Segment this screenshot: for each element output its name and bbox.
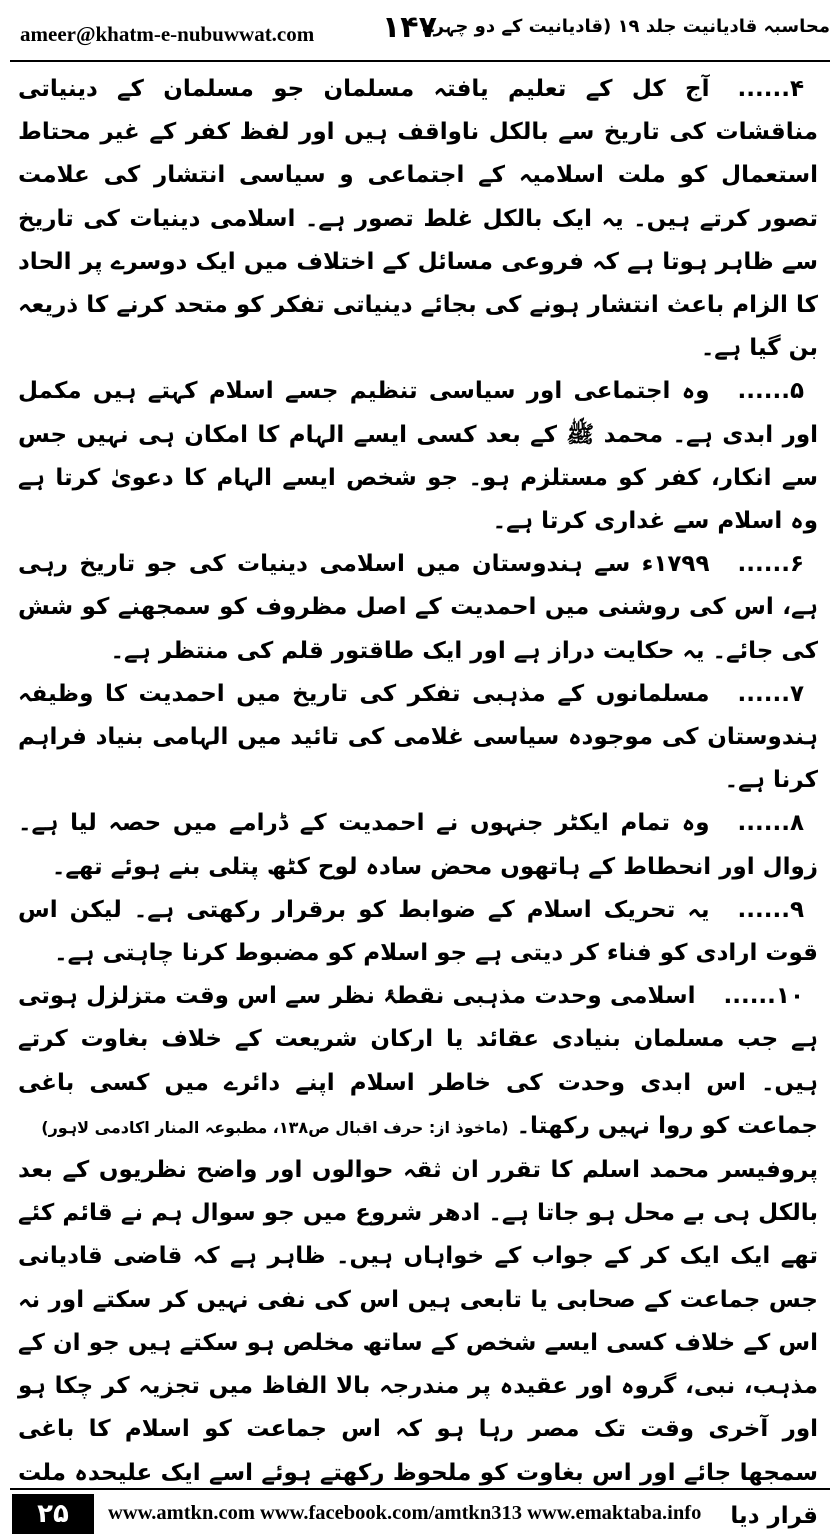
point-8 — [18, 802, 818, 888]
point-number: ۵...... — [737, 378, 804, 405]
point-number: ۱۰...... — [723, 983, 804, 1010]
point-7 — [18, 673, 818, 803]
closing-paragraph: پروفیسر محمد اسلم کا تقرر ان ثقہ حوالوں اور واضح نظریوں کے بعد بالکل ہی بے محل ہو جاتا ہے۔ ادھر شروع میں جو سوال ہم نے قائم کئے تھے ایک ایک کر کے جواب کے خواہاں ہیں۔ ظاہر ہے کہ قاضی قادیانی جس جماعت کے صحابی یا تابعی ہیں اس کی نفی نہیں کر سکتے اور نہ اس کے خلاف کسی ایسے شخص کے ساتھ مخلص ہو سکتے ہیں جو ان کے مذہب، نبی، گروہ اور عقیدہ پر مندرجہ بالا الفاظ میں تجزیہ کر چکا ہو اور آخری وقت تک مصر رہا ہو کہ اس جماعت کو اسلام کا باغی سمجھا جائے اور اس بغاوت کو ملحوظ رکھتے ہوئے اسے ایک علیحدہ ملت قرار دیا — [18, 1157, 818, 1529]
point-text: اسلامی وحدت مذہبی نقطۂ نظر سے اس وقت متزلزل ہوتی ہے جب مسلمان بنیادی عقائد یا ارکان شریعت کے خلاف بغاوت کرتے ہیں۔ اس ابدی وحدت کی خاطر اسلام اپنے دائرے میں کسی باغی جماعت کو روا نہیں رکھتا۔ — [18, 983, 818, 1139]
point-9 — [18, 889, 818, 975]
header-page-number: ۱۴۷ — [382, 10, 437, 45]
point-number: ۸...... — [737, 810, 804, 837]
point-text: آج کل کے تعلیم یافتہ مسلمان جو مسلمان کے دینیاتی مناقشات کی تاریخ سے بالکل ناواقف ہیں اور لفظ کفر کے غیر محتاط استعمال کو ملت اسلامیہ کے اجتماعی و سیاسی انتشار کی علامت تصور کرتے ہیں۔ یہ ایک بالکل غلط تصور ہے۔ اسلامی دینیات کی تاریخ سے ظاہر ہوتا ہے کہ فروعی مسائل کے اختلاف میں ایک دوسرے پر الحاد کا الزام باعث انتشار ہونے کی بجائے دینیاتی تفکر کو متحد کرنے کا ذریعہ بن گیا ہے۔ — [18, 76, 818, 362]
point-number: ۷...... — [737, 680, 804, 707]
footer-website-links: www.amtkn.com www.facebook.com/amtkn313 www.emaktaba.info — [108, 1502, 702, 1524]
footer-page-number: ۲۵ — [12, 1494, 94, 1534]
point-text: یہ تحریک اسلام کے ضوابط کو برقرار رکھتی ہے۔ لیکن اس قوت ارادی کو فناء کر دیتی ہے جو اسلام کو مضبوط کرنا چاہتی ہے۔ — [18, 896, 818, 967]
header-email: ameer@khatm-e-nubuwwat.com — [20, 22, 315, 46]
header-divider — [10, 60, 830, 62]
point-text: وہ تمام ایکٹر جنہوں نے احمدیت کے ڈرامے میں حصہ لیا ہے۔ زوال اور انحطاط کے ہاتھوں محض سادہ لوح کٹھ پتلی بنے ہوئے تھے۔ — [18, 810, 818, 880]
point-6 — [18, 543, 818, 673]
point-number: ۶...... — [737, 551, 804, 578]
footer-divider — [10, 1488, 830, 1490]
point-number: ۹...... — [737, 896, 804, 923]
point-text: مسلمانوں کے مذہبی تفکر کی تاریخ میں احمدیت کا وظیفہ ہندوستان کی موجودہ سیاسی غلامی کی تائید میں الہامی بنیاد فراہم کرنا ہے۔ — [18, 680, 818, 794]
page-footer — [0, 1480, 840, 1540]
page-header — [0, 0, 840, 58]
header-book-title: محاسبہ قادیانیت جلد ۱۹ (قادیانیت کے دو چہرے — [423, 16, 830, 37]
point-10 — [18, 975, 818, 1149]
point-4 — [18, 68, 818, 370]
point-text: ۱۷۹۹ء سے ہندوستان میں اسلامی دینیات کی جو تاریخ رہی ہے، اس کی روشنی میں احمدیت کے اصل مظروف کو سمجھنے کو شش کی جائے۔ یہ حکایت دراز ہے اور ایک طاقتور قلم کی منتظر ہے۔ — [18, 551, 818, 664]
point-text: وہ اجتماعی اور سیاسی تنظیم جسے اسلام کہتے ہیں مکمل اور ابدی ہے۔ محمد ﷺ کے بعد کسی ایسے الہام کا امکان ہی نہیں جس سے انکار، کفر کو مستلزم ہو۔ جو شخص ایسے الہام کا دعویٰ کرتا ہے وہ اسلام سے غداری کرتا ہے۔ — [18, 378, 818, 535]
point-number: ۴...... — [737, 76, 804, 102]
source-reference: (ماخوذ از: حرف اقبال ص۱۳۸، مطبوعہ المنار اکادمی لاہور) — [41, 1117, 509, 1137]
point-5 — [18, 370, 818, 543]
